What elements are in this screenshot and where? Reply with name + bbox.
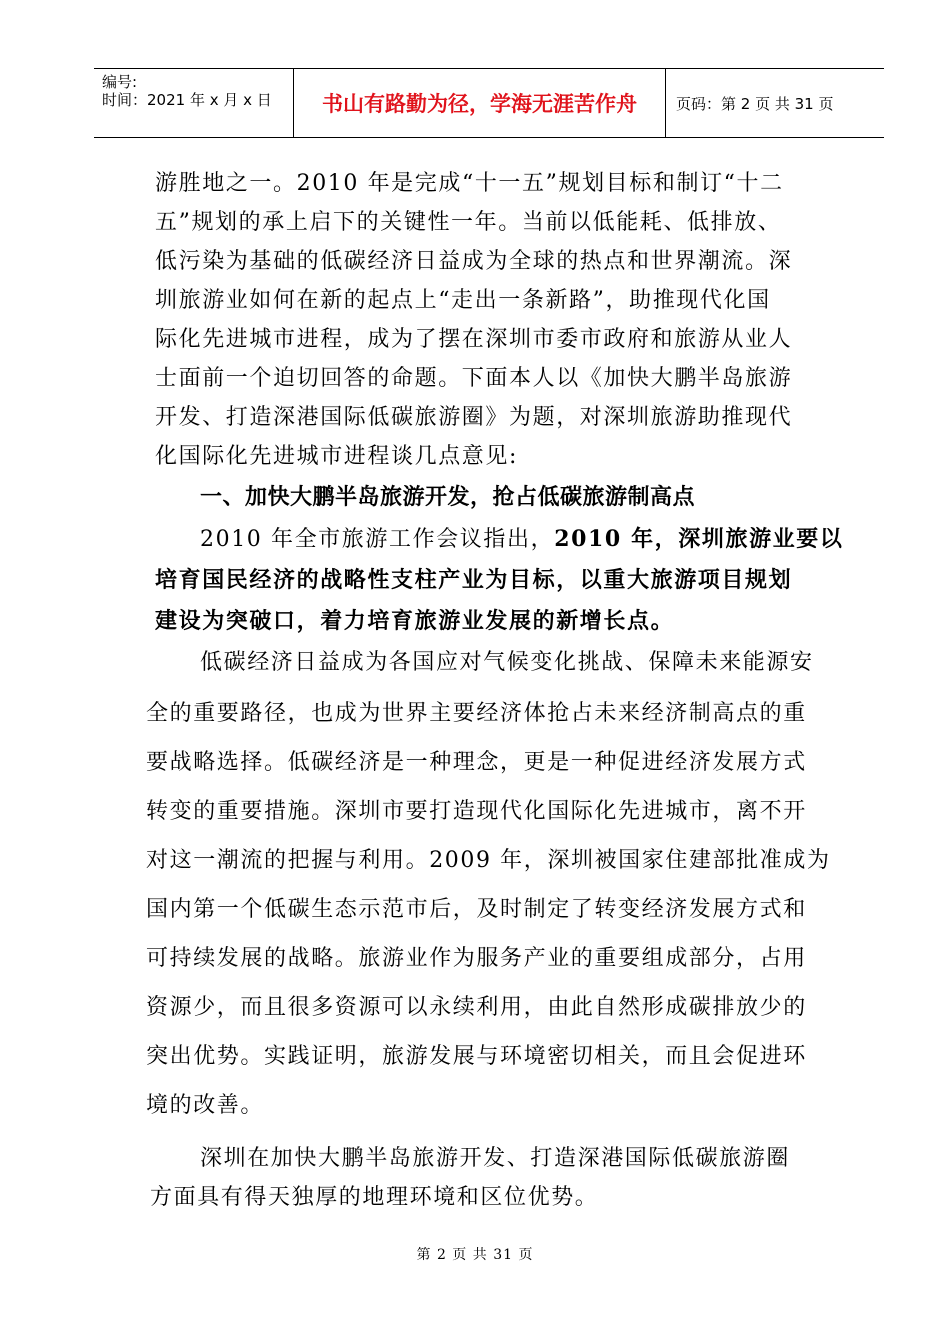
header-page-cell [666,69,884,137]
header-motto-cell [294,69,666,137]
body-line: 深圳在加快大鹏半岛旅游开发、打造深港国际低碳旅游圈 [200,1146,791,1171]
body-line-bold: 建设为突破口，着力培育旅游业发展的新增长点。 [155,608,675,634]
header-motto: 书山有路勤为径，学海无涯苦作舟 [322,92,637,116]
header-info-cell [94,69,294,137]
header-page-number: 页码：第 2 页 共 31 页 [676,95,834,113]
body-line: 要战略选择。低碳经济是一种理念，更是一种促进经济发展方式 [146,750,807,775]
body-line: 化国际化先进城市进程谈几点意见: [155,444,519,469]
body-line: 五”规划的承上启下的关键性一年。当前以低能耗、低排放、 [155,210,782,235]
section-heading: 一、加快大鹏半岛旅游开发，抢占低碳旅游制高点 [200,485,696,510]
body-line: 方面具有得天独厚的地理环境和区位优势。 [150,1185,599,1210]
body-line: 开发、打造深港国际低碳旅游圈》为题，对深圳旅游助推现代 [155,405,793,430]
body-line: 资源少，而且很多资源可以永续利用，由此自然形成碳排放少的 [146,995,807,1020]
body-line [200,525,843,554]
body-line: 全的重要路径，也成为世界主要经济体抢占未来经济制高点的重 [146,701,807,726]
body-line: 对这一潮流的把握与利用。2009 年，深圳被国家住建部批准成为 [146,848,831,873]
body-line: 转变的重要措施。深圳市要打造现代化国际化先进城市，离不开 [146,799,807,824]
body-line: 圳旅游业如何在新的起点上“走出一条新路”，助推现代化国 [155,288,771,313]
body-line: 突出优势。实践证明，旅游发展与环境密切相关，而且会促进环 [146,1044,807,1069]
page-header [94,68,884,138]
page-footer: 第 2 页 共 31 页 [416,1247,534,1263]
body-line: 低污染为基础的低碳经济日益成为全球的热点和世界潮流。深 [155,249,793,274]
body-line: 际化先进城市进程，成为了摆在深圳市委市政府和旅游从业人 [155,327,793,352]
body-line: 可持续发展的战略。旅游业作为服务产业的重要组成部分，占用 [146,946,807,971]
body-line: 低碳经济日益成为各国应对气候变化挑战、保障未来能源安 [200,650,814,675]
body-text-bold: 2010 年，深圳旅游业要以 [554,526,844,552]
body-line: 游胜地之一。2010 年是完成“十一五”规划目标和制订“十二 [155,171,784,196]
body-line: 国内第一个低碳生态示范市后，及时制定了转变经济发展方式和 [146,897,807,922]
body-line-bold: 培育国民经济的战略性支柱产业为目标，以重大旅游项目规划 [155,567,793,593]
body-text-normal: 2010 年全市旅游工作会议指出， [200,527,555,552]
body-line: 境的改善。 [146,1093,265,1118]
body-line: 士面前一个迫切回答的命题。下面本人以《加快大鹏半岛旅游 [155,366,793,391]
document-code-label: 编号: [102,73,138,91]
document-time-label: 时间：2021 年 x 月 x 日 [102,91,272,109]
